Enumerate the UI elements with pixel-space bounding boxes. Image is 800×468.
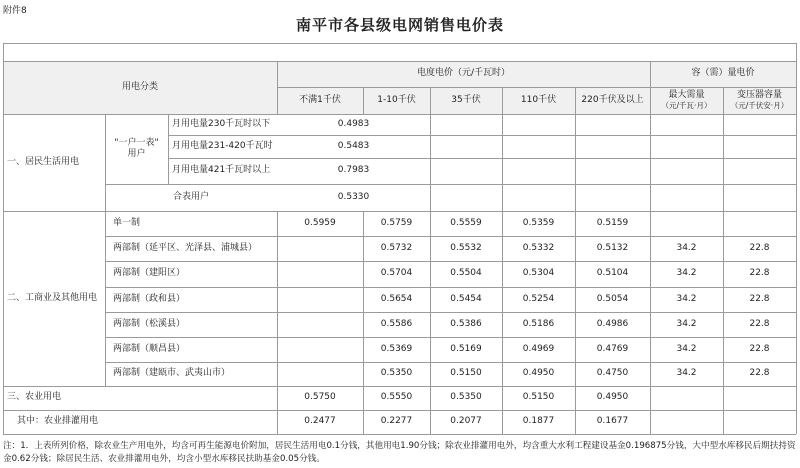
max-demand-cell: 34.2 <box>676 268 697 279</box>
industrial-price-cell: 0.5332 <box>522 242 555 253</box>
industrial-price-cell: 0.4969 <box>522 343 555 354</box>
industrial-price-cell: 0.4769 <box>596 343 629 354</box>
transformer-capacity-cell: 22.8 <box>749 242 770 253</box>
agriculture-price-cell: 0.4950 <box>596 392 629 403</box>
header-category: 用电分类 <box>121 81 158 92</box>
transformer-capacity-cell <box>723 211 796 236</box>
agriculture-price-cell: 0.5150 <box>522 392 555 403</box>
tier-3-label: 月用电量421千瓦时以上 <box>172 165 271 176</box>
max-demand-cell: 34.2 <box>676 242 697 253</box>
agriculture-price-cell: 0.5550 <box>380 392 413 403</box>
category-agriculture: 三、农业用电 <box>7 392 62 403</box>
transformer-capacity-cell: 22.8 <box>749 268 770 279</box>
category-industrial: 二、工商业及其他用电 <box>7 292 98 303</box>
industrial-price-cell: 0.5159 <box>596 217 629 228</box>
one-meter-user-label: "一户一表" 用户 <box>114 137 159 159</box>
industrial-price-cell: 0.5759 <box>380 217 413 228</box>
industrial-price-cell: 0.4950 <box>522 368 555 379</box>
industrial-price-cell <box>277 337 363 362</box>
industrial-price-cell: 0.5132 <box>596 242 629 253</box>
page-title: 南平市各县级电网销售电价表 <box>295 16 504 34</box>
industrial-price-cell: 0.5359 <box>522 217 555 228</box>
industrial-price-cell: 0.5959 <box>304 217 336 228</box>
industrial-row-label: 两部制（延平区、光泽县、浦城县） <box>113 242 258 253</box>
tier-1-price: 0.4983 <box>337 118 370 129</box>
tier-3-price: 0.7983 <box>337 165 370 176</box>
header-max-demand <box>650 87 723 114</box>
tier-1-label: 月用电量230千瓦时以下 <box>172 118 271 129</box>
header-voltage-220kv: 220千伏及以上 <box>581 94 644 105</box>
header-voltage-35kv: 35千伏 <box>451 94 481 105</box>
transformer-capacity-cell: 22.8 <box>749 318 770 329</box>
industrial-price-cell: 0.4750 <box>596 368 629 379</box>
industrial-price-cell: 0.5350 <box>380 368 413 379</box>
max-demand-cell: 34.2 <box>676 368 697 379</box>
irrigation-price-cell: 0.2077 <box>450 416 482 427</box>
agriculture-price-cell: 0.5750 <box>304 392 336 403</box>
max-demand-cell: 34.2 <box>676 293 697 304</box>
irrigation-price-cell: 0.2277 <box>380 416 413 427</box>
industrial-row-label: 两部制（建阳区） <box>113 268 186 279</box>
industrial-row-label: 两部制（松溪县） <box>113 318 186 329</box>
tier-2-price: 0.5483 <box>337 140 370 151</box>
irrigation-label: 其中：农业排灌用电 <box>17 416 99 427</box>
header-max-demand-unit: （元/千瓦·月） <box>661 101 712 111</box>
combined-user-label: 合表用户 <box>172 191 209 202</box>
industrial-row-label: 两部制（政和县） <box>113 293 186 304</box>
max-demand-cell: 34.2 <box>676 343 697 354</box>
max-demand-cell <box>650 211 723 236</box>
industrial-price-cell <box>277 287 363 312</box>
irrigation-price-cell: 0.1677 <box>596 416 629 427</box>
footnote: 注：1．上表所列价格，除农业生产用电外，均含可再生能源电价附加，居民生活用电0.1分钱，其他用电1.90分钱；除农业排灌用电外，均含重大水利工程建设基金0.196875分钱，大中型水库移民后期扶持资金0.62分钱；除居民生活、农业排灌用电外，均含小型水库移民扶助基金0.05分钱。 <box>3 441 796 464</box>
industrial-price-cell: 0.5386 <box>450 318 482 329</box>
max-demand-cell: 34.2 <box>676 318 697 329</box>
industrial-price-cell: 0.5254 <box>522 293 555 304</box>
industrial-price-cell: 0.5186 <box>522 318 555 329</box>
industrial-price-cell: 0.5654 <box>380 293 413 304</box>
transformer-capacity-cell: 22.8 <box>749 343 770 354</box>
header-energy-price: 电度电价（元/千瓦时） <box>416 68 511 79</box>
industrial-price-cell: 0.5104 <box>596 268 629 279</box>
industrial-price-cell <box>277 261 363 287</box>
irrigation-price-cell: 0.1877 <box>522 416 555 427</box>
industrial-row-label: 单一制 <box>113 217 141 228</box>
industrial-price-cell: 0.5304 <box>522 268 555 279</box>
industrial-price-cell: 0.5586 <box>380 318 413 329</box>
industrial-price-cell: 0.5054 <box>596 293 629 304</box>
industrial-price-cell: 0.5732 <box>380 242 413 253</box>
header-max-demand-label: 最大需量 <box>668 90 705 101</box>
industrial-row-label: 两部制（顺昌县） <box>113 343 186 354</box>
transformer-capacity-cell: 22.8 <box>749 293 770 304</box>
industrial-price-cell: 0.5559 <box>450 217 482 228</box>
industrial-price-cell <box>277 362 363 386</box>
industrial-price-cell: 0.5369 <box>380 343 413 354</box>
header-voltage-110kv: 110千伏 <box>520 94 557 105</box>
header-transformer-label: 变压器容量 <box>736 90 782 101</box>
industrial-row-label: 两部制（建瓯市、武夷山市） <box>113 368 231 379</box>
tier-2-label: 月用电量231-420千瓦时 <box>172 140 273 151</box>
header-voltage-1-10kv: 1-10千伏 <box>377 94 416 105</box>
industrial-price-cell: 0.5704 <box>380 268 413 279</box>
industrial-price-cell: 0.5504 <box>450 268 482 279</box>
header-transformer-unit: （元/千伏安·月） <box>730 101 789 111</box>
agriculture-price-cell: 0.5350 <box>450 392 482 403</box>
industrial-price-cell: 0.4986 <box>596 318 629 329</box>
industrial-price-cell: 0.5454 <box>450 293 482 304</box>
header-transformer <box>723 87 796 114</box>
irrigation-price-cell: 0.2477 <box>304 416 336 427</box>
industrial-price-cell <box>277 312 363 337</box>
header-voltage-lt1kv: 不满1千伏 <box>299 94 341 105</box>
combined-user-price: 0.5330 <box>337 191 370 202</box>
transformer-capacity-cell: 22.8 <box>749 368 770 379</box>
industrial-price-cell: 0.5150 <box>450 368 482 379</box>
header-capacity-price: 容（需）量电价 <box>691 68 755 79</box>
industrial-price-cell: 0.5169 <box>450 343 482 354</box>
industrial-price-cell: 0.5532 <box>450 242 482 253</box>
attachment-label: 附件8 <box>3 6 27 16</box>
category-residential: 一、居民生活用电 <box>7 156 80 167</box>
industrial-price-cell <box>277 236 363 261</box>
